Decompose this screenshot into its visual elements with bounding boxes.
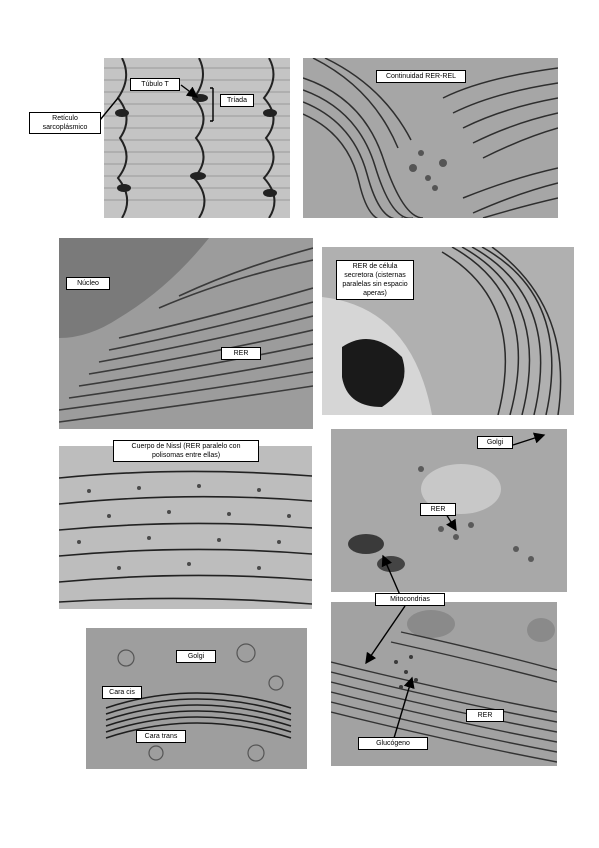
label-rer-p3: RER [221, 347, 261, 360]
label-rer-p8: RER [466, 709, 504, 722]
label-cara-cis: Cara cis [102, 686, 142, 699]
micrograph-nissl [59, 446, 312, 609]
micrograph-nucleus-rer [59, 238, 313, 429]
label-nucleo: Núcleo [66, 277, 110, 290]
label-golgi-p6: Golgi [477, 436, 513, 449]
label-glucogeno: Glucógeno [358, 737, 428, 750]
label-mitocondrias: Mitocondrias [375, 593, 445, 606]
label-rer-secretora: RER de célula secretora (cisternas paralelas sin espacio aperas) [336, 260, 414, 300]
label-triada: Tríada [220, 94, 254, 107]
label-continuidad-rer-rel: Continuidad RER-REL [376, 70, 466, 83]
label-nissl: Cuerpo de Nissl (RER paralelo con polisomas entre ellas) [113, 440, 259, 462]
label-reticulo-sarcoplasmico: Retículo sarcoplásmico [29, 112, 101, 134]
label-rer-p6: RER [420, 503, 456, 516]
label-golgi-p7: Golgi [176, 650, 216, 663]
label-tubulo-t: Túbulo T [130, 78, 180, 91]
label-cara-trans: Cara trans [136, 730, 186, 743]
